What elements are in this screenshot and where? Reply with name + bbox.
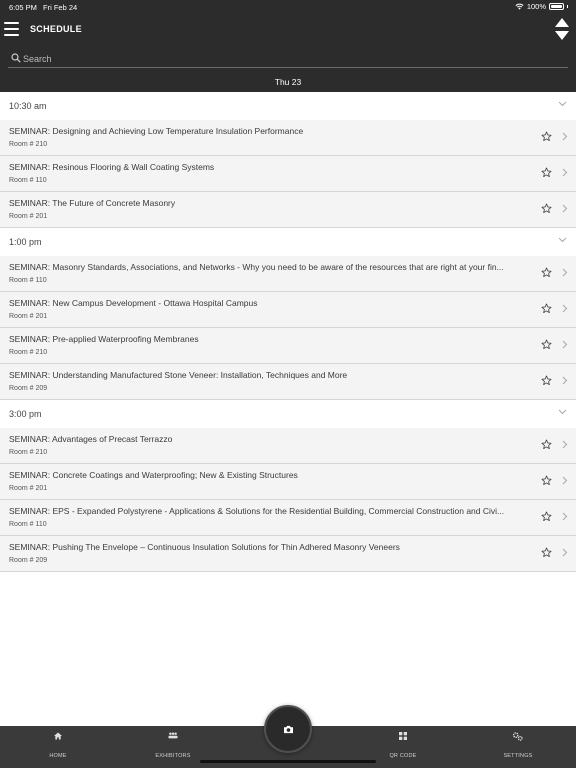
session-row[interactable] bbox=[0, 192, 576, 228]
star-icon[interactable] bbox=[541, 547, 552, 558]
session-title: SEMINAR: Pre-applied Waterproofing Membranes bbox=[9, 334, 199, 344]
exhibitors-icon bbox=[168, 732, 179, 739]
session-room: Room # 209 bbox=[9, 557, 48, 564]
session-title: SEMINAR: Concrete Coatings and Waterproofing; New & Existing Structures bbox=[9, 470, 298, 480]
star-icon[interactable] bbox=[541, 475, 552, 486]
status-bar bbox=[0, 0, 576, 14]
session-title: SEMINAR: New Campus Development - Ottawa Hospital Campus bbox=[9, 298, 258, 308]
status-right bbox=[515, 2, 568, 11]
navbar bbox=[0, 14, 576, 46]
session-title: SEMINAR: Pushing The Envelope – Continuous Insulation Solutions for Thin Adhered Masonry Veneers bbox=[9, 542, 400, 552]
session-row[interactable] bbox=[0, 536, 576, 572]
search-bar bbox=[8, 50, 568, 68]
session-title: SEMINAR: EPS - Expanded Polystyrene - Applications & Solutions for the Residential Building, Commercial Construction and Civi... bbox=[9, 506, 505, 516]
session-room: Room # 210 bbox=[9, 349, 48, 356]
time-group-label: 10:30 am bbox=[9, 101, 47, 111]
session-row[interactable] bbox=[0, 328, 576, 364]
session-row[interactable] bbox=[0, 120, 576, 156]
session-room: Room # 209 bbox=[9, 385, 48, 392]
star-icon[interactable] bbox=[541, 131, 552, 142]
chevron-right-icon bbox=[562, 168, 568, 177]
status-date: Fri Feb 24 bbox=[43, 3, 78, 12]
tab-home-label: HOME bbox=[49, 753, 67, 759]
time-group-label: 1:00 pm bbox=[9, 237, 42, 247]
session-row[interactable] bbox=[0, 156, 576, 192]
star-icon[interactable] bbox=[541, 511, 552, 522]
session-row[interactable] bbox=[0, 364, 576, 400]
session-room: Room # 201 bbox=[9, 485, 48, 492]
chevron-right-icon bbox=[562, 548, 568, 557]
chevron-right-icon bbox=[562, 440, 568, 449]
session-title: SEMINAR: Resinous Flooring & Wall Coating Systems bbox=[9, 162, 215, 172]
chevron-right-icon bbox=[562, 376, 568, 385]
home-icon bbox=[54, 732, 63, 740]
chevron-right-icon bbox=[562, 132, 568, 141]
session-title: SEMINAR: Understanding Manufactured Stone Veneer: Installation, Techniques and More bbox=[9, 370, 348, 380]
search-icon bbox=[11, 53, 21, 63]
star-icon[interactable] bbox=[541, 439, 552, 450]
page-title: SCHEDULE bbox=[30, 24, 82, 34]
star-icon[interactable] bbox=[541, 303, 552, 314]
hamburger-icon[interactable] bbox=[4, 22, 19, 36]
session-room: Room # 110 bbox=[9, 521, 47, 528]
tab-exhibitors-label: EXHIBITORS bbox=[155, 753, 191, 759]
star-icon[interactable] bbox=[541, 203, 552, 214]
session-row[interactable] bbox=[0, 292, 576, 328]
session-room: Room # 210 bbox=[9, 141, 48, 148]
time-group-header[interactable] bbox=[0, 228, 576, 256]
date-tab[interactable]: Thu 23 bbox=[274, 77, 302, 87]
star-icon[interactable] bbox=[541, 167, 552, 178]
session-row[interactable] bbox=[0, 464, 576, 500]
time-group-header[interactable] bbox=[0, 400, 576, 428]
session-row[interactable] bbox=[0, 428, 576, 464]
star-icon[interactable] bbox=[541, 339, 552, 350]
camera-button[interactable] bbox=[264, 705, 312, 753]
chevron-right-icon bbox=[562, 268, 568, 277]
battery-percent: 100% bbox=[526, 2, 546, 11]
sort-arrows-icon[interactable] bbox=[554, 17, 570, 41]
session-title: SEMINAR: Designing and Achieving Low Temperature Insulation Performance bbox=[9, 126, 304, 136]
status-time: 6:05 PM bbox=[9, 3, 37, 12]
time-group-header[interactable] bbox=[0, 92, 576, 120]
chevron-right-icon bbox=[562, 304, 568, 313]
session-room: Room # 210 bbox=[9, 449, 48, 456]
chevron-down-icon bbox=[558, 409, 567, 415]
gear-icon bbox=[513, 732, 524, 741]
session-title: SEMINAR: Advantages of Precast Terrazzo bbox=[9, 434, 173, 444]
chevron-down-icon bbox=[558, 101, 567, 107]
tab-settings[interactable] bbox=[468, 726, 568, 768]
header-area bbox=[0, 0, 576, 92]
tab-qr-code-label: QR CODE bbox=[389, 753, 417, 759]
chevron-right-icon bbox=[562, 204, 568, 213]
camera-icon bbox=[283, 725, 294, 734]
chevron-right-icon bbox=[562, 340, 568, 349]
chevron-down-icon bbox=[558, 237, 567, 243]
star-icon[interactable] bbox=[541, 375, 552, 386]
session-room: Room # 110 bbox=[9, 277, 47, 284]
session-title: SEMINAR: Masonry Standards, Associations, and Networks - Why you need to be aware of the resources that are right at your fin... bbox=[9, 262, 504, 272]
battery-cap bbox=[567, 5, 568, 8]
chevron-right-icon bbox=[562, 512, 568, 521]
wifi-icon bbox=[515, 3, 524, 10]
qr-code-icon bbox=[399, 732, 407, 740]
session-room: Room # 201 bbox=[9, 213, 48, 220]
star-icon[interactable] bbox=[541, 267, 552, 278]
tab-home[interactable] bbox=[8, 726, 108, 768]
chevron-right-icon bbox=[562, 476, 568, 485]
session-title: SEMINAR: The Future of Concrete Masonry bbox=[9, 198, 176, 208]
battery-icon bbox=[549, 3, 564, 10]
time-group-label: 3:00 pm bbox=[9, 409, 42, 419]
session-room: Room # 201 bbox=[9, 313, 48, 320]
home-indicator bbox=[200, 760, 376, 763]
tab-settings-label: SETTINGS bbox=[503, 753, 533, 759]
session-row[interactable] bbox=[0, 500, 576, 536]
schedule-list bbox=[0, 92, 576, 572]
session-row[interactable] bbox=[0, 256, 576, 292]
session-room: Room # 110 bbox=[9, 177, 47, 184]
search-input[interactable] bbox=[23, 52, 553, 66]
